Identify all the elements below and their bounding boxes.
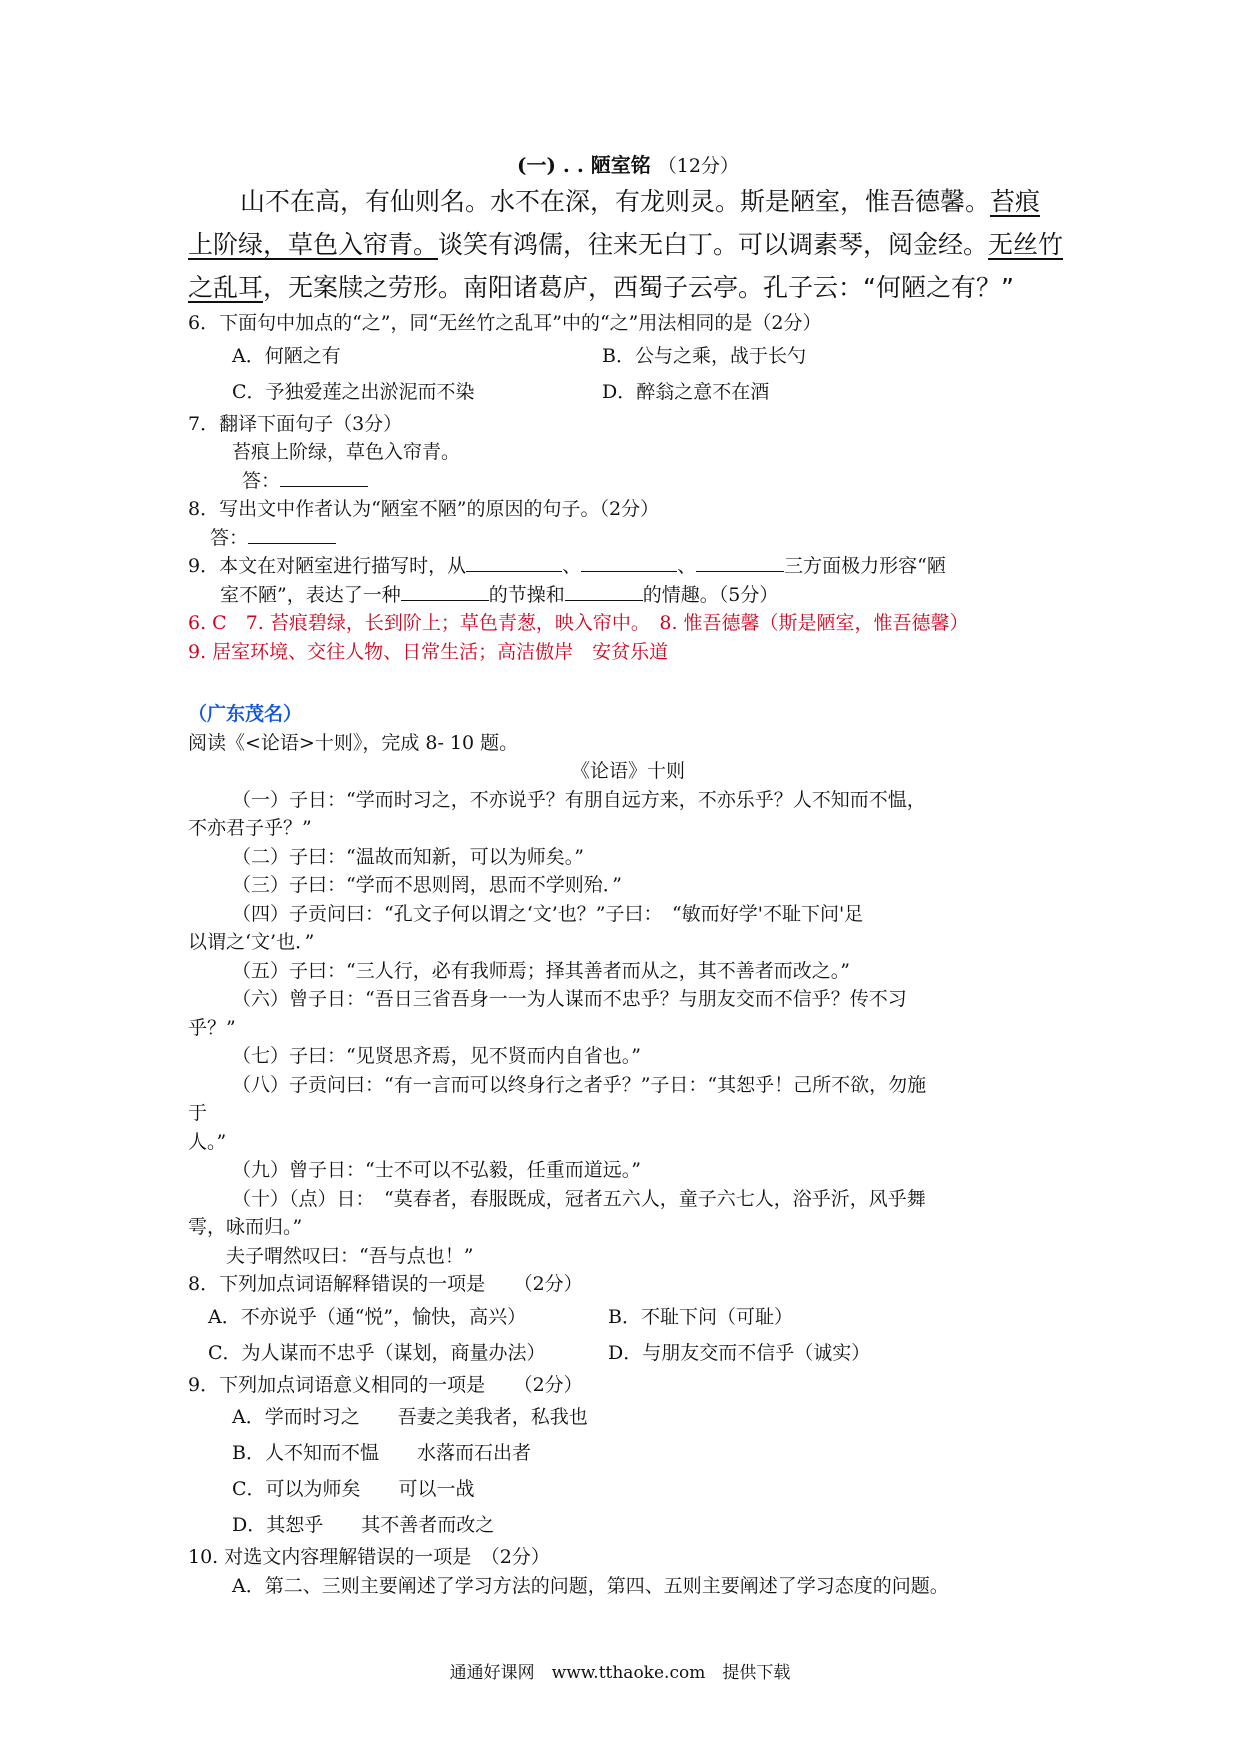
answer-blank[interactable] bbox=[248, 525, 336, 544]
passage-line: 于 bbox=[188, 1102, 208, 1124]
question-8b-options-2 bbox=[188, 1335, 1068, 1371]
passage-line: （九）曾子日：“士不可以不弘毅，任重而道远。” bbox=[232, 1159, 641, 1181]
passage-title: 《论语》十则 bbox=[570, 760, 685, 782]
q9-text: 、 bbox=[677, 555, 697, 577]
answer-line-7 bbox=[188, 467, 1068, 496]
answer-blank[interactable] bbox=[401, 582, 489, 601]
answer-blank[interactable] bbox=[696, 553, 784, 572]
question-9b-option bbox=[188, 1435, 1068, 1471]
passage-line: （十）（点）日： “莫春者，春服既成，冠者五六人，童子六七人，浴乎沂，风乎舞 bbox=[232, 1187, 926, 1210]
option-b: B．不耻下问（可耻） bbox=[608, 1305, 793, 1328]
answer-label: 答： bbox=[210, 526, 249, 549]
question-8b-options bbox=[188, 1299, 1068, 1335]
poem-text: 谈笑有鸿儒，往来无白丁。可以调素琴，阅金经。 bbox=[438, 230, 989, 259]
passage-line: 乎？” bbox=[188, 1016, 236, 1039]
passage-line: 不亦君子乎？” bbox=[188, 817, 312, 839]
question-9b-option bbox=[188, 1471, 1068, 1507]
question-8b: 8．下列加点词语解释错误的一项是 （2分） bbox=[188, 1273, 583, 1295]
option-a: A．不亦说乎（通“悦”，愉快，高兴） bbox=[208, 1305, 527, 1328]
answer-line-8 bbox=[188, 524, 1068, 553]
answer-label: 答： bbox=[242, 469, 281, 492]
region-label: （广东茂名） bbox=[188, 703, 303, 725]
poem-underlined: 苔痕 bbox=[990, 187, 1041, 216]
question-10-option-a: A．第二、三则主要阐述了学习方法的问题，第四、五则主要阐述了学习态度的问题。 bbox=[232, 1574, 949, 1597]
document-page bbox=[188, 150, 1068, 1600]
passage-line: （八）子贡问曰：“有一言而可以终身行之者乎？”子日：“其恕乎！己所不欲，勿施 bbox=[232, 1073, 927, 1096]
poem-underlined: 之乱耳 bbox=[188, 273, 264, 302]
passage-line: （五）子曰：“三人行，必有我师焉；择其善者而从之，其不善者而改之。” bbox=[232, 959, 850, 982]
answer-blank[interactable] bbox=[581, 553, 677, 572]
passage-line: （一）子日：“学而时习之，不亦说乎？有朋自远方来，不亦乐乎？人不知而不愠， bbox=[232, 788, 926, 811]
poem-text: 山不在高，有仙则名。水不在深，有龙则灵。斯是陋室，惟吾德馨。 bbox=[240, 187, 991, 216]
question-9b-option bbox=[188, 1399, 1068, 1435]
passage-line: 夫子喟然叹曰：“吾与点也！” bbox=[226, 1244, 474, 1267]
answer-blank[interactable] bbox=[280, 468, 368, 487]
q9-text: 的节操和 bbox=[488, 583, 565, 606]
question-9 bbox=[188, 552, 1068, 581]
question-6-options bbox=[188, 338, 1068, 374]
q9-text: 、 bbox=[562, 555, 582, 577]
q9-text: 9．本文在对陋室进行描写时，从 bbox=[188, 555, 467, 577]
answer-blank[interactable] bbox=[466, 553, 562, 572]
reading-instruction: 阅读《<论语>十则》，完成 8- 10 题。 bbox=[188, 731, 519, 754]
option-c: C．可以为师矣 可以一战 bbox=[232, 1478, 475, 1500]
passage-line: （六）曾子日：“吾日三省吾身一一为人谋而不忠乎？与朋友交而不信乎？传不习 bbox=[232, 988, 907, 1010]
passage-line: （三）子曰：“学而不思则罔，思而不学则殆．” bbox=[232, 874, 622, 896]
question-10: 10. 对选文内容理解错误的一项是 （2分） bbox=[188, 1546, 550, 1568]
option-b: B．公与之乘，战于长勺 bbox=[602, 344, 806, 367]
section-title bbox=[188, 150, 1068, 180]
page-footer: 通通好课网 www.tthaoke.com 提供下载 bbox=[449, 1663, 791, 1683]
answer-key-1: 6. C 7. 苔痕碧绿，长到阶上；草色青葱，映入帘中。 8. 惟吾德馨（斯是陋室，惟吾德馨） bbox=[188, 612, 969, 634]
poem-line-2 bbox=[188, 223, 1068, 266]
q9-text: 三方面极力形容“陋 bbox=[784, 555, 946, 577]
question-7-sentence: 苔痕上阶绿，草色入帘青。 bbox=[232, 441, 461, 463]
question-7: 7．翻译下面句子（3分） bbox=[188, 412, 403, 435]
option-d: D．其恕乎 其不善者而改之 bbox=[232, 1514, 495, 1536]
section-score: （12分） bbox=[657, 155, 739, 177]
poem-underlined: 无丝竹 bbox=[988, 230, 1064, 259]
passage-line: （二）子曰：“温故而知新，可以为师矣。” bbox=[232, 845, 584, 868]
poem-underlined: 上阶绿，草色入帘青。 bbox=[188, 230, 439, 259]
option-d: D．醉翁之意不在酒 bbox=[602, 380, 770, 403]
option-b: B．人不知而不愠 水落而石出者 bbox=[232, 1442, 531, 1464]
answer-key-2: 9. 居室环境、交往人物、日常生活；高洁傲岸 安贫乐道 bbox=[188, 640, 669, 663]
option-a: A．何陋之有 bbox=[232, 344, 341, 367]
passage-line: （四）子贡问曰：“孔文子何以谓之‘文’也？”子曰： “敏而好学'不耻下问'足 bbox=[232, 902, 864, 925]
question-9-cont bbox=[188, 581, 1068, 610]
question-8: 8．写出文中作者认为“陋室不陋”的原因的句子。（2分） bbox=[188, 498, 660, 520]
question-6: 6．下面句中加点的“之”，同“无丝竹之乱耳”中的“之”用法相同的是（2分） bbox=[188, 312, 822, 334]
q9-text: 的情趣。（5分） bbox=[642, 583, 779, 606]
poem-line-3 bbox=[188, 266, 1068, 309]
question-9b-option bbox=[188, 1507, 1068, 1543]
answer-blank[interactable] bbox=[565, 582, 643, 601]
option-a: A．学而时习之 吾妻之美我者，私我也 bbox=[232, 1406, 588, 1428]
passage-line: 以谓之‘文’也．” bbox=[188, 931, 315, 953]
question-6-options-2 bbox=[188, 374, 1068, 410]
option-c: C．为人谋而不忠乎（谋划，商量办法） bbox=[208, 1341, 546, 1364]
section-title-text: (一) . . 陋室铭 bbox=[517, 153, 651, 177]
option-c: C．予独爱莲之出淤泥而不染 bbox=[232, 380, 475, 403]
passage-line: 雩，咏而归。” bbox=[188, 1216, 303, 1238]
option-d: D．与朋友交而不信乎（诚实） bbox=[608, 1341, 871, 1364]
poem-text: ，无案牍之劳形。南阳诸葛庐，西蜀子云亭。孔子云：“何陋之有？” bbox=[263, 273, 1014, 302]
poem-line-1 bbox=[188, 180, 1068, 223]
passage-line: 人。” bbox=[188, 1130, 227, 1153]
passage-line: （七）子曰：“见贤思齐焉，见不贤而内自省也。” bbox=[232, 1045, 641, 1067]
q9-text: 室不陋”，表达了一种 bbox=[220, 583, 401, 606]
question-9b: 9．下列加点词语意义相同的一项是 （2分） bbox=[188, 1373, 583, 1396]
